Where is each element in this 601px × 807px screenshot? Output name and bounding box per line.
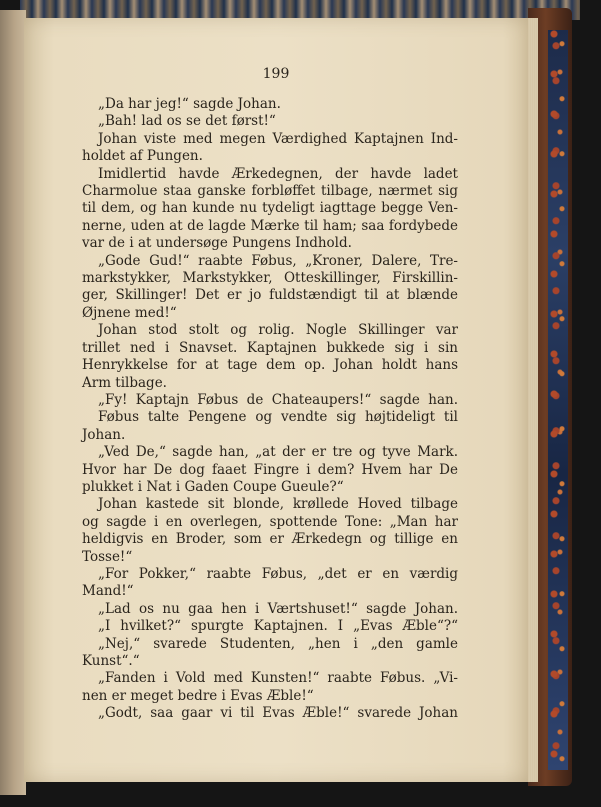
text-line: ger, Skillinger! Det er jo fuldstændigt til at blænde bbox=[82, 287, 458, 304]
book-page bbox=[24, 18, 528, 782]
page-number: 199 bbox=[262, 66, 290, 82]
text-line: Johan stod stolt og rolig. Nogle Skillinger var bbox=[98, 322, 458, 339]
text-line: „Godt, saa gaar vi til Evas Æble!“ svarede Johan bbox=[98, 705, 458, 722]
text-line: Charmolue staa ganske forbløffet tilbage, nærmet sig bbox=[82, 183, 458, 200]
text-line: „I hvilket?“ spurgte Kaptajnen. I „Evas Æble“?“ bbox=[98, 618, 458, 635]
text-block bbox=[82, 96, 458, 723]
text-line: „Fy! Kaptajn Føbus de Chateaupers!“ sagde han. bbox=[98, 391, 458, 408]
text-line: nerne, uden at de lagde Mærke til ham; saa fordybede bbox=[82, 217, 458, 234]
text-line: „Ved De,“ sagde han, „at der er tre og tyve Mark. bbox=[98, 444, 458, 461]
text-line: Johan. bbox=[82, 426, 126, 443]
text-line: til dem, og han kunde nu tydeligt iagttage begge Ven- bbox=[82, 200, 458, 217]
left-page-edge bbox=[0, 10, 26, 795]
text-line: Føbus talte Pengene og vendte sig højtideligt til bbox=[98, 409, 458, 426]
text-line: Johan kastede sit blonde, krøllede Hoved tilbage bbox=[98, 496, 458, 513]
text-line: heldigvis en Broder, som er Ærkedegn og tillige en bbox=[82, 531, 458, 548]
text-line: nen er meget bedre i Evas Æble!“ bbox=[82, 687, 314, 704]
text-line: „Fanden i Vold med Kunsten!“ raabte Føbus. „Vi- bbox=[98, 670, 458, 687]
text-line: Kunst“.“ bbox=[82, 653, 140, 669]
text-line: Mand!“ bbox=[82, 583, 134, 600]
text-line: Arm tilbage. bbox=[82, 374, 167, 391]
text-line: „Bah! lad os se det først!“ bbox=[98, 113, 276, 130]
text-line: „Lad os nu gaa hen i Værtshuset!“ sagde Johan. bbox=[98, 600, 458, 617]
text-line: holdet af Pungen. bbox=[82, 148, 203, 165]
text-line: „Nej,“ svarede Studenten, „hen i „den gamle bbox=[98, 635, 458, 652]
text-line: og sagde i en overlegen, spottende Tone: „Man har bbox=[82, 513, 458, 530]
text-line: Johan viste med megen Værdighed Kaptajnen Ind- bbox=[98, 130, 458, 147]
text-line: „Da har jeg!“ sagde Johan. bbox=[98, 96, 281, 112]
marbled-endpaper bbox=[548, 30, 568, 770]
text-line: Tosse!“ bbox=[82, 548, 133, 565]
text-line: trillet ned i Snavset. Kaptajnen bukkede sig i sin bbox=[82, 339, 458, 356]
top-edge bbox=[20, 0, 580, 20]
text-line: „For Pokker,“ raabte Føbus, „det er en værdig bbox=[98, 565, 458, 582]
text-line: var de i at undersøge Pungens Indhold. bbox=[82, 235, 352, 252]
text-line: plukket i Nat i Gaden Coupe Gueule?“ bbox=[82, 478, 344, 495]
text-line: Henrykkelse for at tage dem op. Johan holdt hans bbox=[82, 357, 458, 374]
text-line: Hvor har De dog faaet Fingre i dem? Hvem har De bbox=[82, 461, 458, 478]
text-line: Imidlertid havde Ærkedegnen, der havde ladet bbox=[98, 165, 458, 182]
text-line: „Gode Gud!“ raabte Føbus, „Kroner, Dalere, Tre- bbox=[98, 252, 458, 269]
text-line: markstykker, Markstykker, Otteskillinger, Firskillin- bbox=[82, 270, 458, 287]
text-line: Øjnene med!“ bbox=[82, 304, 177, 321]
